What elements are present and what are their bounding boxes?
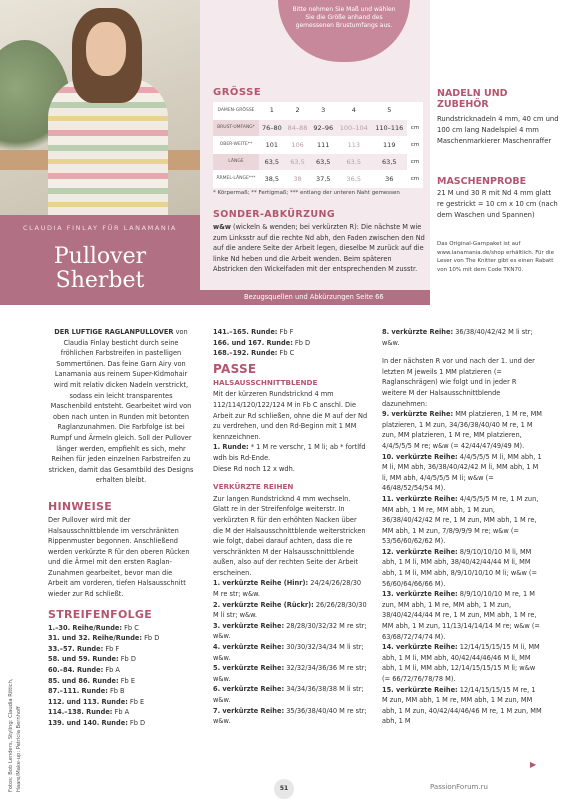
size-cell: 101 [259,136,285,153]
sonder-text: w&w (wickeln & wenden; bei verkürzten R): Die nächste M wie zum Linksstr auf die rechte Nd abh, den Faden zwischen den Nd auf die andere Seite der Arbeit legen, dieselbe M zurück auf die linke Nd heben und die Arbeit wenden. Beim späteren Abstricken den Wickelfaden mit der entsprechenden M zusstr. [213,223,425,273]
halsausschnittblende-heading: HALSAUSSCHNITTBLENDE [213,377,318,387]
size-unit: cm [407,136,423,153]
nadeln-text: Rundstricknadeln 4 mm, 40 cm und 100 cm lang Nadelspiel 4 mm Maschenmarkierer Maschenraffer [437,115,559,145]
halsausschnittblende-end: Diese Rd noch 12 x wdh. [213,464,295,473]
size-cell: 84–88 [285,119,311,136]
size-cell: 106 [285,136,311,153]
stripe-row: 60.–84. Runde: Fb A [48,666,120,675]
streifenfolge-heading: STREIFENFOLGE [48,607,153,621]
short-row: 13. verkürzte Reihe: 8/9/10/10/10 M re, 1 M zun, MM abh, 1 M re, MM abh, 1 M zun, 38/40/42/44/44 M re, 1 M zun, MM abh, 1 M re, MM abh, 1 M zun, 11/13/14/14/14 M re; w&w (= 63/68/72/74/74 M). [382,590,540,641]
size-row-label: LÄNGE [213,153,259,170]
short-row: 10. verkürzte Reihe: 4/4/5/5/5 M li, MM abh, 1 M li, MM abh, 36/38/40/42/42 M li, MM abh, 1 M li, MM abh, 4/4/5/5/5 M li; w&w (= 46/48/52/54/54 M). [382,452,542,493]
size-unit: cm [407,153,423,170]
verkuerzte-reihen-text: Zur langen Rundstricknd 4 mm wechseln. Glatt re in der Streifenfolge weiterstr. In verkürzten R für den erhöhten Nacken über die M der Halsausschnittblende weiterstricken wie folgt, dabei darauf achten, dass die re verschränkten M der Halsausschnittblende außen, also auf der rechten Seite der Arbeit erscheinen. [213,494,366,577]
column-3 [382,327,542,727]
column-2 [213,327,368,727]
short-row: 12. verkürzte Reihe: 8/9/10/10/10 M li, MM abh, 1 M li, MM abh, 38/40/42/44/44 M li, MM abh, 1 M li, MM abh, 8/9/10/10/10 M li; w&w (= 56/60/64/66/66 M). [382,547,538,588]
photo-credit: Fotos: Bob Lenders, Styling: Claudia Rittich, Haare/Make-up: Patricia Bernhoff [8,678,22,792]
size-unit: cm [407,119,423,136]
stripe-row: 166. und 167. Runde: Fb D [213,338,311,347]
size-row-label: BRUST-UMFANG* [213,119,259,136]
size-cell: 111 [310,136,336,153]
intro-paragraph: DER LUFTIGE RAGLANPULLOVER von Claudia Finlay besticht durch seine fröhlichen Farbstreifen in pastelligen Sommertönen. Das feine Garn Airy von Lanamania aus reinem Super-Kidmohair wird mit relativ dicken Nadeln verstrickt, sodass ein leicht transparentes Maschenbild entsteht. Gearbeitet wird von oben nach unten in Runden mit betonten Raglanzunahmen. Die Farbfolge ist bei Rumpf und Ärmeln gleich. Soll der Pullover länger werden, empfiehlt es sich, mehr Reihen für jeden einzelnen Farbstreifen zu stricken, damit das Gesamtbild des Designs erhalten bleibt. [48,328,194,485]
nadeln-heading: NADELN UND ZUBEHÖR [437,88,508,110]
hinweise-heading: HINWEISE [48,499,113,513]
stripe-row: 58. und 59. Runde: Fb D [48,655,136,664]
maschenprobe-text: 21 M und 30 R mit Nd 4 mm glatt re gestrickt = 10 cm x 10 cm (nach dem Waschen und Spannen) [437,189,558,219]
size-unit: cm [407,170,423,187]
short-row: 2. verkürzte Reihe (Rückr): 26/26/28/30/30 M li str; w&w. [213,600,367,620]
size-row [213,119,423,136]
size-cell: 37,5 [310,170,336,187]
short-row: 9. verkürzte Reihe: MM platzieren, 1 M re, MM platzieren, 1 M zun, 34/36/38/40/40 M re, 1 M zun, MM platzieren, 1 M re, MM platzieren, 4/4/5/5/5 M re; w&w (= 42/44/47/49/49 M). [382,410,542,450]
row-8: 8. verkürzte Reihe: 36/38/40/42/42 M li str; w&w. [382,328,533,347]
size-cell: 4 [336,102,371,119]
size-cell: 36 [372,170,407,187]
size-cell: 63,5 [310,153,336,170]
size-row-label: DAMEN-GRÖSSE [213,102,259,119]
verkuerzte-reihen-list [213,578,368,726]
halsausschnittblende-text: Mit der kürzeren Rundstricknd 4 mm 112/114/120/122/124 M in Fb C anschl. Die Arbeit zur Rd schließen, ohne die M auf der Nd zu verdrehen, und den Rd-Beginn mit 1 MM kennzeichnen. [213,390,368,441]
size-row [213,136,423,153]
short-row: 7. verkürzte Reihe: 35/36/38/40/40 M re str; w&w. [213,706,367,726]
size-row [213,153,423,170]
short-row: 11. verkürzte Reihe: 4/4/5/5/5 M re, 1 M zun, MM abh, 1 M re, MM abh, 1 M zun, 36/38/40/42/42 M re, 1 M zun, MM abh, 1 M re, MM abh, 1 M zun, 7/8/9/9/9 M re; w&w (= 53/56/60/62/62 M). [382,494,539,546]
raglan-intro: In der nächsten R vor und nach der 1. und der letzten M jeweils 1 MM platzieren (= Raglanschrägen) wie folgt und in jeder R weitere M der Halsausschnittblende dazunehmen: [382,357,535,408]
garnpaket-note: Das Original-Garnpaket ist auf www.lanamania.de/shop erhältlich. Für die Leser von The Knitter gibt es einen Rabatt von 10% mit dem Code TKN70. [437,241,554,273]
size-cell: 3 [310,102,336,119]
stripe-row: 87.–111. Runde: Fb B [48,687,125,696]
stripe-row: 168.–192. Runde: Fb C [213,349,295,358]
stripe-row: 139. und 140. Runde: Fb D [48,719,146,727]
size-cell: 36,5 [336,170,371,187]
size-cell: 100–104 [336,119,371,136]
measure-hint-text: Bitte nehmen Sie Maß und wählen Sie die Größe anhand des gemessenen Brustumfangs aus. [292,6,396,29]
size-row-label: OBER-WEITE** [213,136,259,153]
stripe-row: 114.–138. Runde: Fb A [48,708,130,717]
size-row-label: ÄRMEL-LÄNGE*** [213,170,259,187]
size-cell: 63,5 [285,153,311,170]
size-cell: 38 [285,170,311,187]
size-unit [407,102,423,119]
short-row: 5. verkürzte Reihe: 32/32/34/36/36 M re str; w&w. [213,664,367,683]
maschenprobe-heading: MASCHENPROBE [437,176,527,187]
short-row: 14. verkürzte Reihe: 12/14/15/15/15 M li, MM abh, 1 M li, MM abh, 40/42/44/46/46 M li, MM abh, 1 M li, MM abh, 12/14/15/15/15 M li; w&w (= 66/72/76/78/78 M). [382,643,540,683]
hinweise-text: Der Pullover wird mit der Halsausschnittblende im verschränkten Rippenmuster begonnen. Anschließend werden verkürzte R für den oberen Rücken und die Ärmel mit den ersten Raglan-Zunahmen gearbeitet, bevor man die Arbeit am vorderen, tiefen Halsausschnitt wieder zur Rd schließt. [48,515,190,599]
bezug-banner: Bezugsquellen und Abkürzungen Seite 66 [200,290,430,305]
size-cell: 1 [259,102,285,119]
halsausschnittblende-runde1: 1. Runde: * 1 M re verschr, 1 M li; ab * fortlfd wdh bis Rd-Ende. [213,443,366,462]
stripe-row: 1.–30. Reihe/Runde: Fb C [48,623,139,632]
designer-credit: CLAUDIA FINLAY FÜR LANAMANIA [23,224,177,232]
verkuerzte-reihen-heading: VERKÜRZTE REIHEN [213,482,294,492]
stripe-row: 141.–165. Runde: Fb F [213,328,294,336]
groesse-heading: GRÖSSE [213,87,262,98]
short-row: 4. verkürzte Reihe: 30/30/32/34/34 M li str; w&w. [213,643,364,662]
page-number: 51 [274,779,294,799]
size-cell: 63,5 [336,153,371,170]
passe-heading: PASSE [213,361,257,376]
stripe-row: 112. und 113. Runde: Fb E [48,697,145,706]
streifenfolge-list-continued [213,327,368,359]
short-row: 3. verkürzte Reihe: 28/28/30/32/32 M re str; w&w. [213,621,367,641]
size-table [213,102,423,188]
size-row [213,102,423,119]
size-cell: 113 [336,136,371,153]
short-rows-list [382,409,542,727]
size-footnote: * Körpermaß; ** Fertigmaß; *** entlang der unteren Naht gemessen [213,190,400,196]
size-cell: 110–116 [372,119,407,136]
size-cell: 76–80 [259,119,285,136]
stripe-row: 85. und 86. Runde: Fb E [48,676,135,685]
size-cell: 63,5 [259,153,285,170]
continue-arrow-icon: ▶ [530,760,537,769]
pattern-title-line2: Sherbet [55,268,145,293]
stripe-row: 33.–57. Runde: Fb F [48,644,120,653]
short-row: 1. verkürzte Reihe (Hinr): 24/24/26/28/30 M re str; w&w. [213,579,362,599]
size-cell: 2 [285,102,311,119]
watermark: PassionForum.ru [430,783,488,791]
column-1 [48,327,194,729]
size-cell: 119 [372,136,407,153]
size-cell: 92–96 [310,119,336,136]
model-photo [0,0,200,215]
streifenfolge-list [48,623,194,729]
short-row: 15. verkürzte Reihe: 12/14/15/15/15 M re, 1 M zun, MM abh, 1 M re, MM abh, 1 M zun, MM abh, 1 M zun, 40/42/44/46/46 M re, 1 M zun, MM abh, 1 M [382,685,542,726]
short-row: 6. verkürzte Reihe: 34/34/36/38/38 M li str; w&w. [213,685,364,704]
title-box [0,215,200,305]
size-row [213,170,423,187]
sonder-heading: SONDER-ABKÜRZUNG [213,209,336,220]
size-cell: 5 [372,102,407,119]
pattern-title-line1: Pullover [53,244,147,269]
stripe-row: 31. und 32. Reihe/Runde: Fb D [48,634,160,643]
size-cell: 38,5 [259,170,285,187]
size-cell: 63,5 [372,153,407,170]
